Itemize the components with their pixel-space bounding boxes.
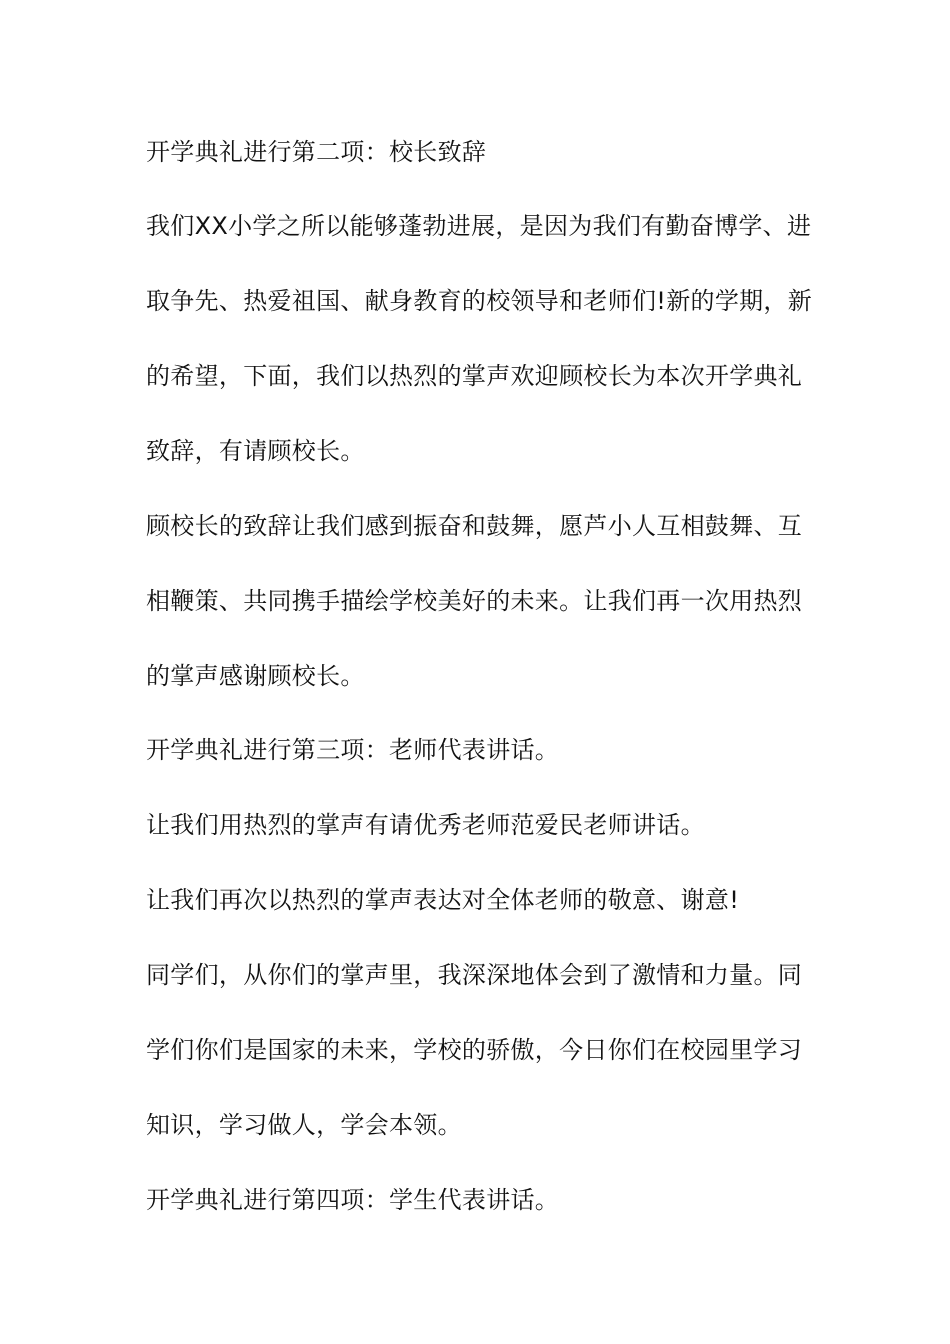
paragraph-line: 取争先、热爱祖国、献身教育的校领导和老师们!新的学期，新 (146, 287, 813, 315)
paragraph-line: 的掌声感谢顾校长。 (146, 662, 365, 690)
paragraph-line: 致辞，有请顾校长。 (146, 437, 365, 465)
section-heading-item-4: 开学典礼进行第四项：学生代表讲话。 (146, 1186, 560, 1214)
paragraph-line: 同学们，从你们的掌声里，我深深地体会到了激情和力量。同 (146, 961, 803, 989)
paragraph-line: 知识，学习做人，学会本领。 (146, 1111, 462, 1139)
paragraph-line: 让我们用热烈的掌声有请优秀老师范爱民老师讲话。 (146, 811, 705, 839)
section-heading-item-3: 开学典礼进行第三项：老师代表讲话。 (146, 736, 560, 764)
paragraph-line: 相鞭策、共同携手描绘学校美好的未来。让我们再一次用热烈 (146, 587, 803, 615)
paragraph-line: 顾校长的致辞让我们感到振奋和鼓舞，愿芦小人互相鼓舞、互 (146, 512, 803, 540)
paragraph-line: 学们你们是国家的未来，学校的骄傲，今日你们在校园里学习 (146, 1036, 803, 1064)
paragraph-line: 的希望，下面，我们以热烈的掌声欢迎顾校长为本次开学典礼 (146, 362, 803, 390)
section-heading-item-2: 开学典礼进行第二项：校长致辞 (146, 138, 487, 166)
paragraph-line: 让我们再次以热烈的掌声表达对全体老师的敬意、谢意! (146, 886, 740, 914)
paragraph-line: 我们XX小学之所以能够蓬勃进展，是因为我们有勤奋博学、进 (146, 212, 812, 240)
